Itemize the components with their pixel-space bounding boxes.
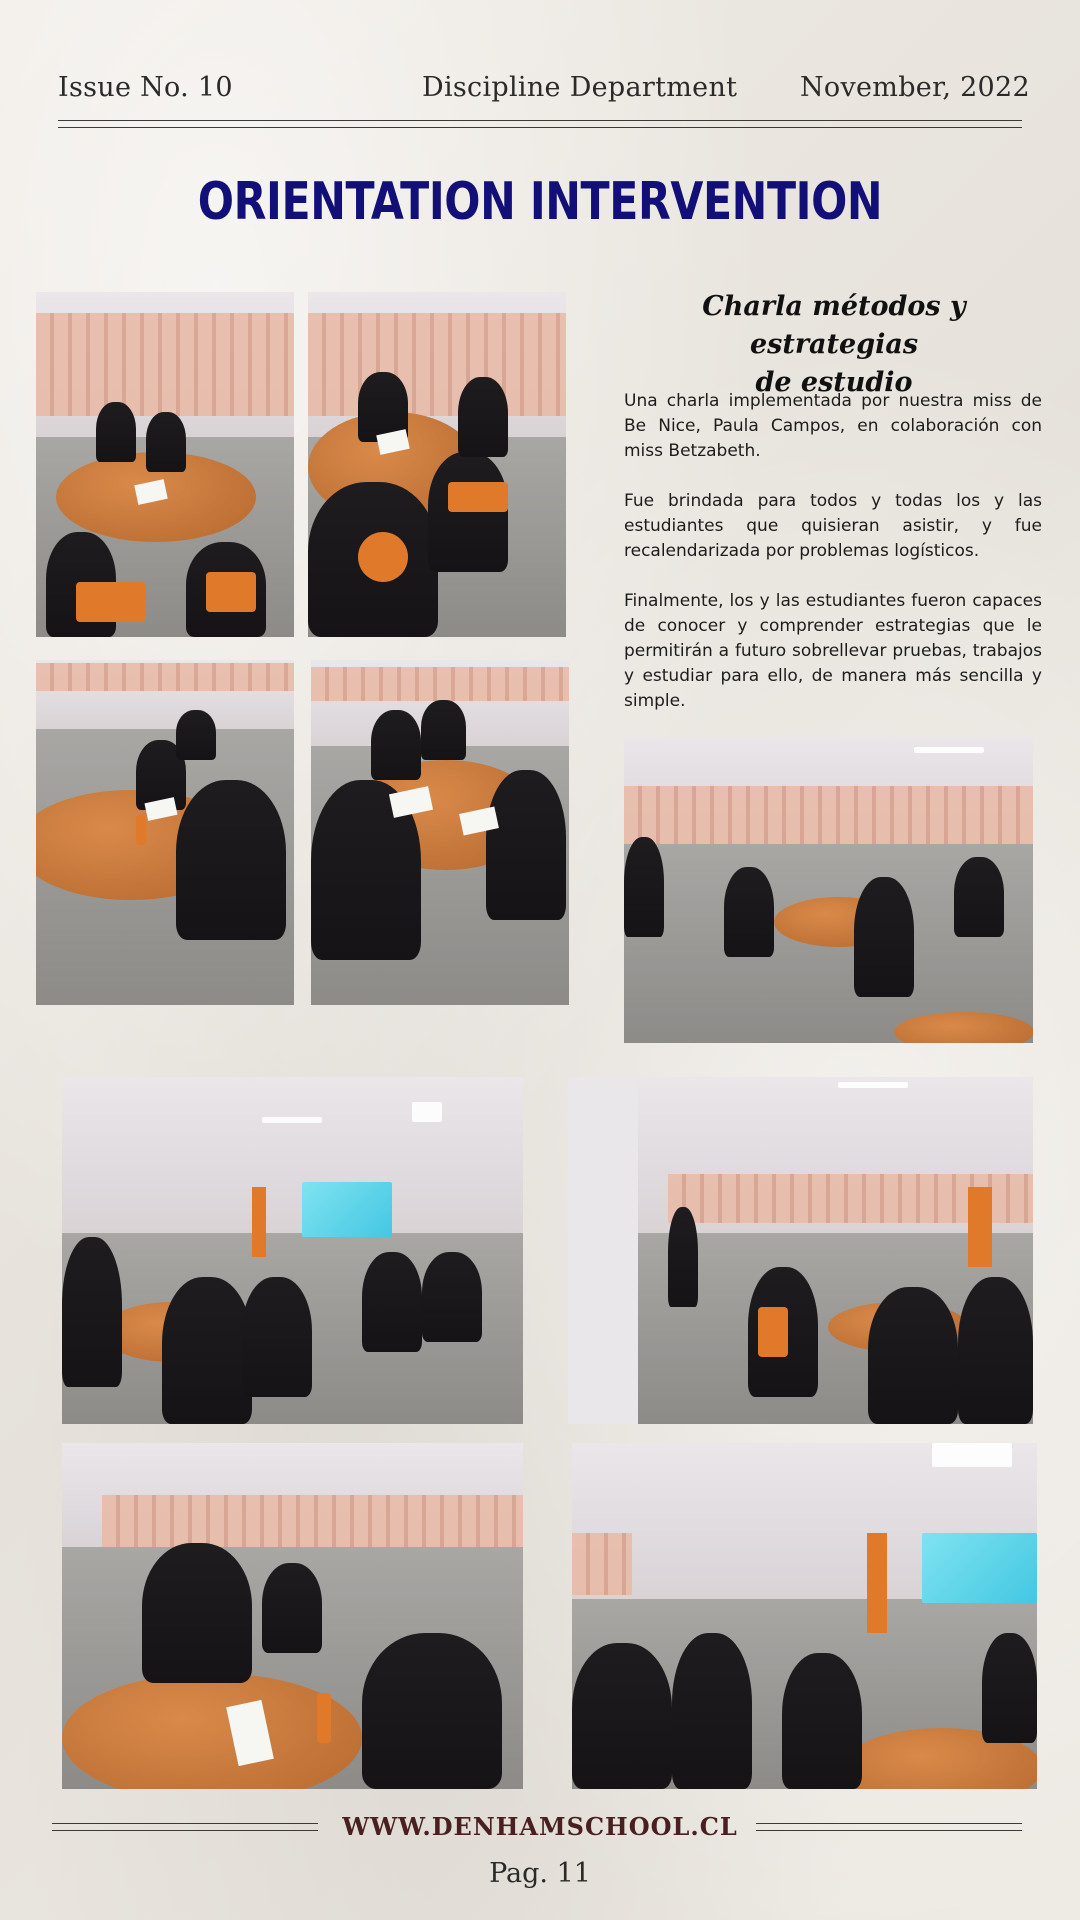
article-subheading-line-1: Charla métodos y estrategias xyxy=(702,291,966,360)
photo-classroom-projection-screen xyxy=(572,1443,1037,1789)
photo-classroom-many-tables xyxy=(36,660,294,1005)
page-number: Pag. 11 xyxy=(489,1858,591,1889)
photo-student-handing-papers xyxy=(62,1443,523,1789)
issue-number: Issue No. 10 xyxy=(58,72,233,103)
article-subheading xyxy=(624,288,1044,402)
article-paragraph-1: Una charla implementada por nuestra miss de Be Nice, Paula Campos, en colaboración con miss Betzabeth. xyxy=(624,391,1042,461)
department-name: Discipline Department xyxy=(422,72,738,103)
photo-students-working-table xyxy=(308,292,566,637)
issue-date: November, 2022 xyxy=(800,72,1030,103)
header-rule-bottom xyxy=(58,127,1022,128)
website-link[interactable]: WWW.DENHAMSCHOOL.CL xyxy=(342,1812,738,1841)
page-title: ORIENTATION INTERVENTION xyxy=(197,172,883,232)
article-subheading-line-2: de estudio xyxy=(755,367,913,398)
header-rule-top xyxy=(58,120,1022,121)
photo-students-listening xyxy=(568,1077,1033,1424)
photo-students-writing xyxy=(311,660,569,1005)
photo-presentation-projector xyxy=(62,1077,523,1424)
photo-students-round-tables xyxy=(36,292,294,637)
article-paragraph-3: Finalmente, los y las estudiantes fueron capaces de conocer y comprender estrategias que le permitirán a futuro sobrellevar pruebas, trabajos y estudiar para ello, de manera más sencilla y simple. xyxy=(624,591,1042,711)
article-paragraph-2: Fue brindada para todos y todas los y las estudiantes que quisieran asistir, y fue recalendarizada por problemas logísticos. xyxy=(624,491,1042,561)
photo-classroom-overview xyxy=(624,737,1033,1043)
